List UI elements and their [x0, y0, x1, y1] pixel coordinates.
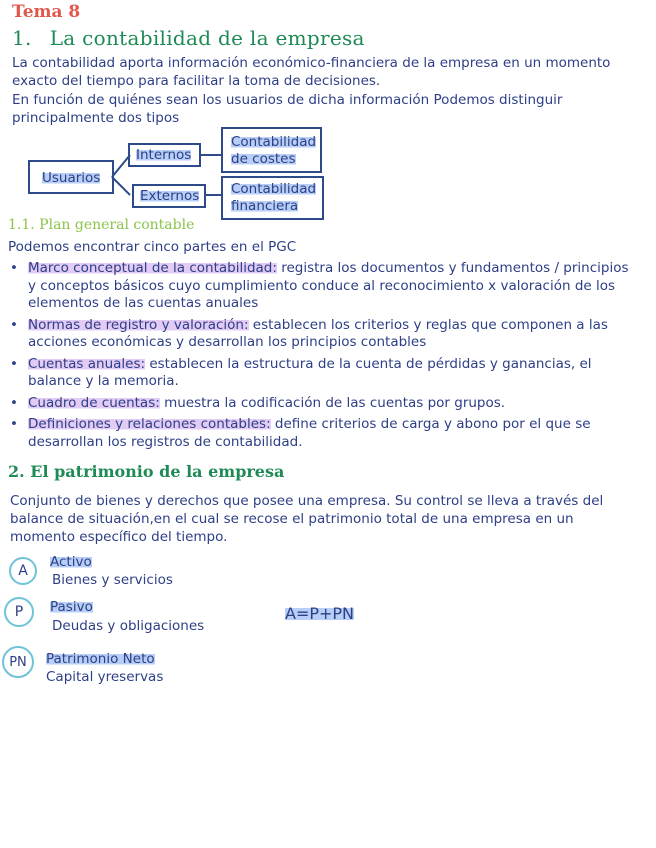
pgc-item-term: Definiciones y relaciones contables:: [28, 416, 271, 432]
activo-desc: Bienes y servicios: [52, 572, 173, 588]
section-2-paragraph: Conjunto de bienes y derechos que posee una empresa. Su control se lleva a través del balance de situación,en el cual se recose el patrimonio total de una empresa en un momento específico del tiempo.: [10, 493, 604, 545]
section-2-title: 2. El patrimonio de la empresa: [8, 462, 285, 481]
pgc-item-5: [8, 416, 638, 451]
patrimonio-neto-badge: PN: [2, 646, 34, 678]
section-1-paragraph-1: La contabilidad aporta información económico-financiera de la empresa en un momento exacto del tiempo para facilitar la toma de decisiones.: [12, 55, 611, 89]
financiera-line-1: Contabilidad: [231, 181, 317, 197]
patrimonio-neto-desc: Capital yreservas: [46, 669, 164, 685]
tema-label: Tema 8: [12, 2, 81, 22]
pgc-item-term: Cuadro de cuentas:: [28, 394, 160, 411]
section-1-paragraph-2: En función de quiénes sean los usuarios de dicha información Podemos distinguir principalmente dos tipos: [12, 92, 563, 126]
patrimonio-neto-term: Patrimonio Neto: [46, 651, 155, 667]
costes-line-2: de costes: [231, 151, 296, 167]
pgc-item-term: Marco conceptual de la contabilidad:: [28, 260, 277, 276]
contabilidad-costes-box: [221, 127, 322, 173]
pgc-item-text: muestra la codificación de las cuentas por grupos.: [159, 394, 506, 411]
pgc-item-text: registra los documentos y fundamentos / principios y conceptos básicos cuyo cumplimiento conduce al reconocimiento x valoración de los elementos de las cuentas anuales: [28, 260, 629, 311]
pgc-list: [8, 260, 638, 455]
usuarios-label: Usuarios: [42, 170, 101, 186]
section-1-number: 1.: [12, 26, 32, 50]
pasivo-term: Pasivo: [50, 599, 93, 615]
pasivo-desc: Deudas y obligaciones: [52, 618, 205, 634]
internos-box: [128, 143, 201, 167]
externos-box: [132, 184, 206, 208]
pgc-item-text: establecen los criterios y reglas que componen a las acciones económicas y desarrollan los principios contables: [28, 316, 608, 350]
section-1-heading: [12, 26, 365, 50]
pgc-item-3: [8, 356, 638, 391]
section-1-1-intro: Podemos encontrar cinco partes en el PGC: [8, 239, 297, 255]
section-1-1-title: 1.1. Plan general contable: [8, 217, 195, 233]
internos-label: Internos: [136, 147, 192, 163]
pgc-item-text: establecen la estructura de la cuenta de pérdidas y ganancias, el balance y la memoria.: [28, 355, 592, 389]
pgc-item-1: [8, 260, 638, 313]
pgc-item-term: Normas de registro y valoración:: [28, 316, 249, 333]
usuarios-box: [28, 160, 114, 194]
externos-label: Externos: [140, 188, 200, 204]
section-1-title: La contabilidad de la empresa: [49, 26, 365, 50]
costes-line-1: Contabilidad: [231, 134, 317, 150]
contabilidad-financiera-box: [221, 176, 324, 220]
pgc-item-4: [8, 395, 638, 413]
pasivo-badge: P: [4, 597, 34, 627]
pgc-item-text: define criterios de carga y abono por el que se desarrollan los registros de contabilidad.: [28, 416, 591, 450]
activo-term: Activo: [50, 554, 92, 570]
pgc-item-2: [8, 317, 638, 352]
activo-badge: A: [9, 557, 37, 585]
financiera-line-2: financiera: [231, 198, 299, 214]
patrimonio-formula: A=P+PN: [285, 604, 355, 623]
pgc-item-term: Cuentas anuales:: [28, 355, 146, 372]
